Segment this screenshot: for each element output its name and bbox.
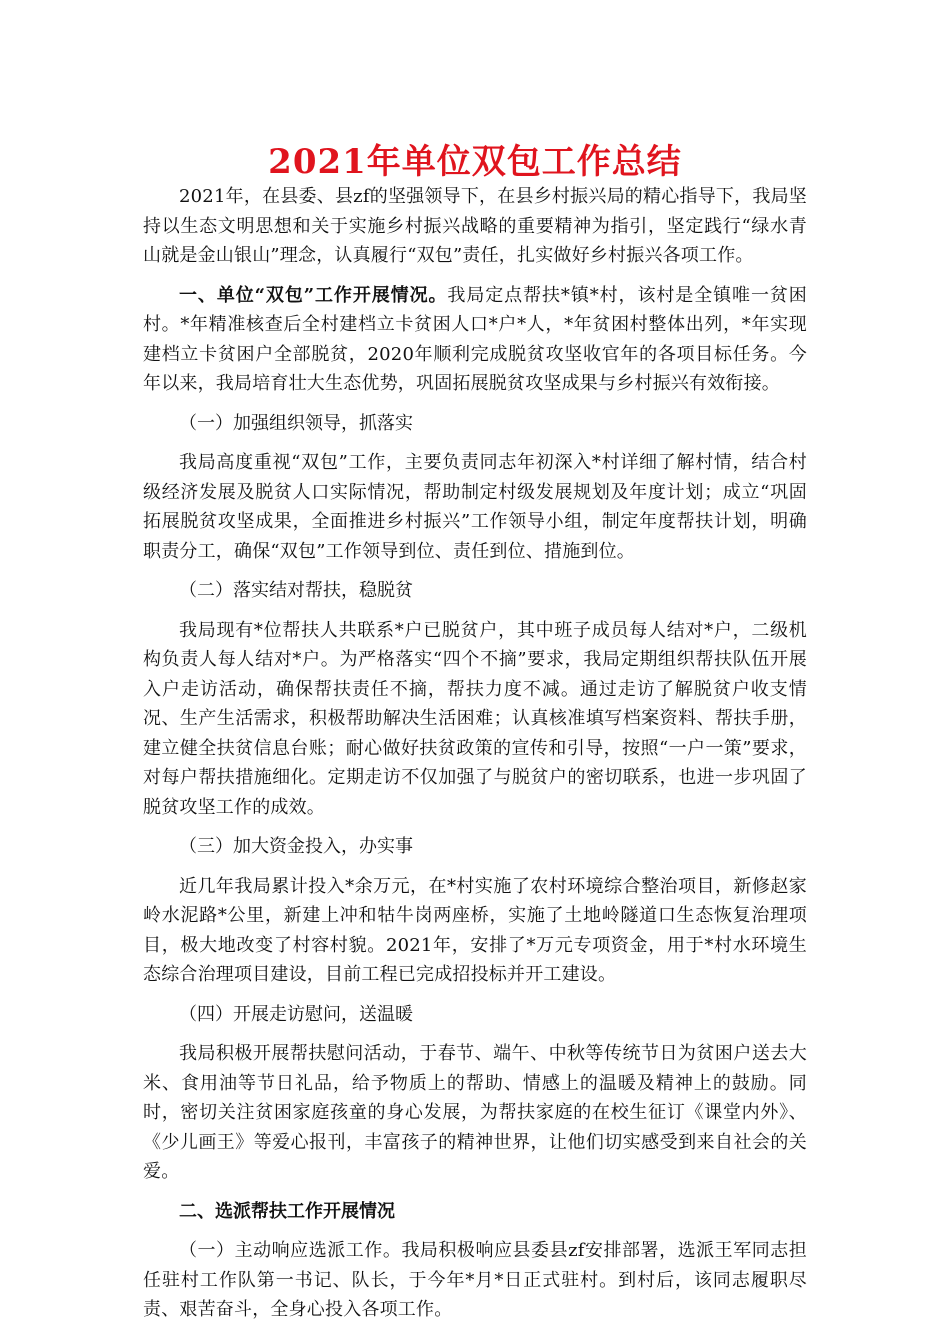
subsection4-title: （四）开展走访慰问，送温暖 [179,1003,413,1025]
section1-paragraph [143,281,807,399]
subsection1-text: 我局高度重视“双包”工作，主要负责同志年初深入*村详细了解村情，结合村级经济发展及脱贫人口实际情况，帮助制定村级发展规划及年度计划；成立“巩固拓展脱贫攻坚成果，全面推进乡村振兴”工作领导小组，制定年度帮扶计划，明确职责分工，确保“双包”工作领导到位、责任到位、措施到位。 [143,452,807,562]
section2-subsection1-text: （一）主动响应选派工作。我局积极响应县委县zf安排部署，选派王军同志担任驻村工作队第一书记、队长，于今年*月*日正式驻村。到村后，该同志履职尽责、艰苦奋斗，全身心投入各项工作。 [143,1240,807,1320]
subsection3-text: 近几年我局累计投入*余万元，在*村实施了农村环境综合整治项目，新修赵家岭水泥路*公里，新建上冲和牯牛岗两座桥，实施了土地岭隧道口生态恢复治理项目，极大地改变了村容村貌。2021年，安排了*万元专项资金，用于*村水环境生态综合治理项目建设，目前工程已完成招投标并开工建设。 [143,875,807,985]
section1-heading: 一、单位“双包”工作开展情况。 [179,284,448,306]
section1-text: 我局定点帮扶*镇*村，该村是全镇唯一贫困村。*年精准核查后全村建档立卡贫困人口*户*人，*年贫困村整体出列，*年实现建档立卡贫困户全部脱贫，2020年顺利完成脱贫攻坚收官年的各项目标任务。今年以来，我局培育壮大生态优势，巩固拓展脱贫攻坚成果与乡村振兴有效衔接。 [143,284,807,394]
document-title: 2021年单位双包工作总结 [268,142,682,182]
subsection1-title: （一）加强组织领导，抓落实 [179,412,413,434]
subsection4-text: 我局积极开展帮扶慰问活动，于春节、端午、中秋等传统节日为贫困户送去大米、食用油等节日礼品，给予物质上的帮助、情感上的温暖及精神上的鼓励。同时，密切关注贫困家庭孩童的身心发展，为帮扶家庭的在校生征订《课堂内外》、《少儿画王》等爱心报刊，丰富孩子的精神世界，让他们切实感受到来自社会的关爱。 [143,1043,807,1182]
document-body [143,182,807,1325]
subsection2-text: 我局现有*位帮扶人共联系*户已脱贫户，其中班子成员每人结对*户，二级机构负责人每人结对*户。为严格落实“四个不摘”要求，我局定期组织帮扶队伍开展入户走访活动，确保帮扶责任不摘，帮扶力度不减。通过走访了解脱贫户收支情况、生产生活需求，积极帮助解决生活困难；认真核准填写档案资料、帮扶手册，建立健全扶贫信息台账；耐心做好扶贫政策的宣传和引导，按照“一户一策”要求，对每户帮扶措施细化。定期走访不仅加强了与脱贫户的密切联系，也进一步巩固了脱贫攻坚工作的成效。 [143,619,807,818]
subsection2-title: （二）落实结对帮扶，稳脱贫 [179,580,413,601]
subsection3-title: （三）加大资金投入，办实事 [179,836,413,857]
intro-paragraph: 2021年，在县委、县zf的坚强领导下，在县乡村振兴局的精心指导下，我局坚持以生态文明思想和关于实施乡村振兴战略的重要精神为指引，坚定践行“绿水青山就是金山银山”理念，认真履行“双包”责任，扎实做好乡村振兴各项工作。 [143,186,807,266]
section2-heading: 二、选派帮扶工作开展情况 [179,1200,395,1222]
